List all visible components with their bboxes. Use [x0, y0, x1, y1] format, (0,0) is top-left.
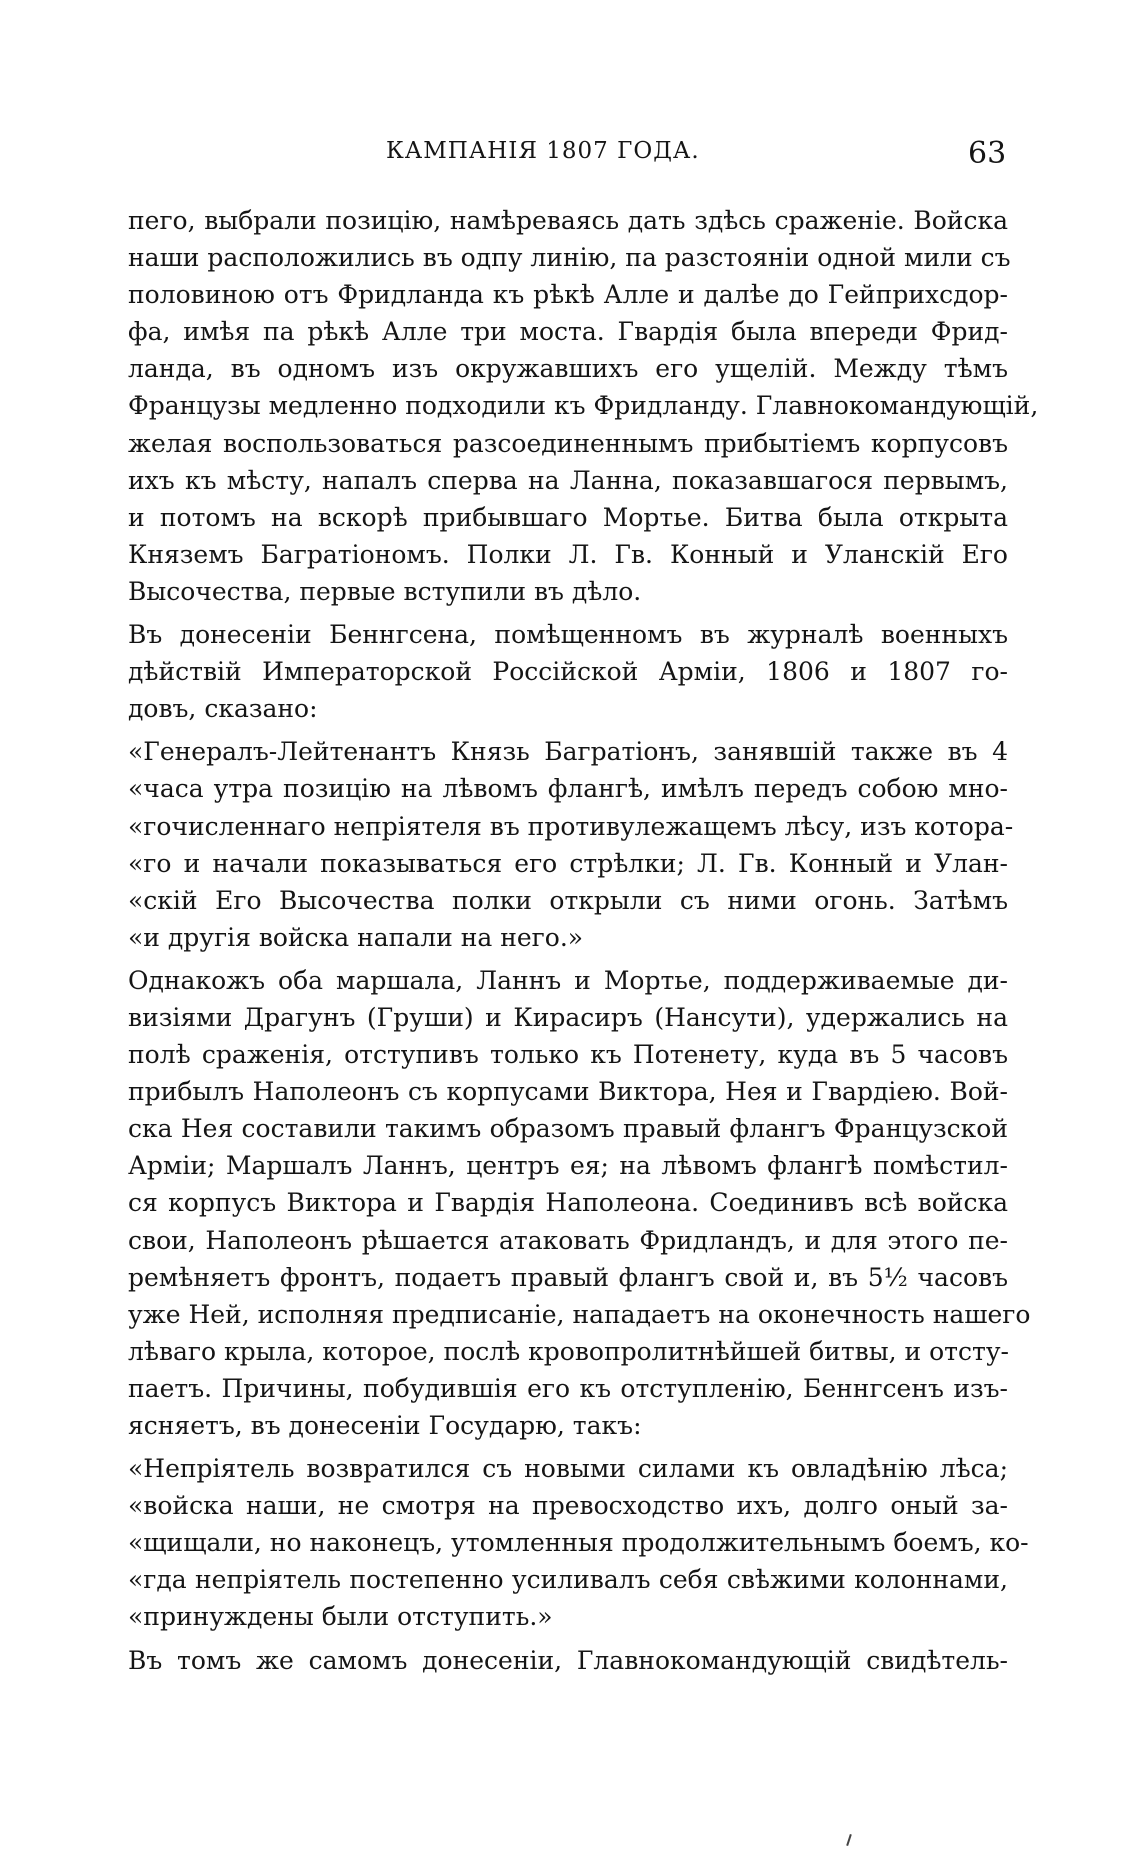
text-line: ясняетъ, въ донесеніи Государю, такъ:: [128, 1411, 642, 1440]
text-line: «гда непріятель постепенно усиливалъ себя свѣжими колоннами,: [128, 1565, 1008, 1595]
text-line: пего, выбрали позицію, намѣреваясь дать здѣсь сраженіе. Войска: [128, 206, 1008, 235]
paragraph: [128, 202, 1039, 610]
text-line: дѣйствій Императорской Россійской Арміи, 1806 и 1807 го-: [128, 657, 1008, 687]
text-line: Высочества, первые вступили въ дѣло.: [128, 576, 642, 606]
text-line: Въ томъ же самомъ донесеніи, Главнокомандующій свидѣтель-: [128, 1645, 1008, 1675]
text-line: довъ, сказано:: [128, 694, 318, 724]
text-line: «го и начали показываться его стрѣлки; Л. Гв. Конный и Улан-: [128, 848, 1008, 878]
text-line: уже Ней, исполняя предписаніе, нападаетъ на оконечность нашего: [128, 1299, 1031, 1329]
text-line: ихъ къ мѣсту, напалъ сперва на Ланна, показавшагося первымъ,: [128, 465, 1008, 495]
text-line: половиною отъ Фридланда къ рѣкѣ Алле и далѣе до Гейприхсдор-: [128, 280, 1008, 310]
text-line: Княземъ Багратіономъ. Полки Л. Гв. Конный и Уланскій Его: [128, 539, 1008, 569]
page-number: 63: [968, 136, 1007, 171]
text-line: прибылъ Наполеонъ съ корпусами Виктора, Нея и Гвардіею. Вой-: [128, 1077, 1008, 1107]
page-mark: [846, 1834, 852, 1846]
text-line: «часа утра позицію на лѣвомъ флангѣ, имѣлъ передъ собою мно-: [128, 774, 1008, 804]
text-line: ся корпусъ Виктора и Гвардія Наполеона. Соединивъ всѣ войска: [128, 1188, 1008, 1218]
text-line: Французы медленно подходили къ Фридланду. Главнокомандующій,: [128, 391, 1039, 421]
block-quote: [128, 1450, 1029, 1635]
text-line: и потомъ на вскорѣ прибывшаго Мортье. Битва была открыта: [128, 502, 1008, 532]
text-line: «гочисленнаго непріятеля въ противулежащемъ лѣсу, изъ котора-: [128, 811, 1014, 841]
running-title: КАМПАНІЯ 1807 ГОДА.: [386, 138, 700, 164]
text-line: лѣваго крыла, которое, послѣ кровопролитнѣйшей битвы, и отсту-: [128, 1336, 1009, 1366]
block-quote: [128, 733, 1014, 956]
paragraph: [128, 1642, 1008, 1679]
text-line: ремѣняетъ фронтъ, подаетъ правый флангъ свой и, въ 5½ часовъ: [128, 1262, 1008, 1292]
text-line: «скій Его Высочества полки открыли съ ними огонь. Затѣмъ: [128, 885, 1008, 915]
text-line: полѣ сраженія, отступивъ только къ Потенету, куда въ 5 часовъ: [128, 1040, 1008, 1070]
paragraph: [128, 962, 1031, 1444]
text-line: ланда, въ одномъ изъ окружавшихъ его ущелій. Между тѣмъ: [128, 354, 1008, 384]
text-line: «Непріятель возвратился съ новыми силами къ овладѣнію лѣса;: [128, 1454, 1008, 1484]
text-line: фа, имѣя па рѣкѣ Алле три моста. Гвардія была впереди Фрид-: [128, 317, 1008, 347]
page-header: [0, 128, 1140, 171]
text-line: свои, Наполеонъ рѣшается атаковать Фридландъ, и для этого пе-: [128, 1225, 1008, 1255]
text-line: «Генералъ-Лейтенантъ Князь Багратіонъ, занявшій также въ 4: [128, 737, 1008, 767]
text-line: наши расположились въ одпу линію, па разстояніи одной мили съ: [128, 243, 1011, 273]
paragraph: [128, 616, 1008, 727]
text-line: паетъ. Причины, побудившія его къ отступленію, Беннгсенъ изъ-: [128, 1373, 1008, 1403]
text-line: «щищали, но наконецъ, утомленныя продолжительнымъ боемъ, ко-: [128, 1528, 1029, 1558]
main-text: [128, 202, 1039, 1679]
text-line: желая воспользоваться разсоединеннымъ прибытіемъ корпусовъ: [128, 428, 1008, 458]
text-line: «войска наши, не смотря на превосходство ихъ, долго оный за-: [128, 1491, 1008, 1521]
text-line: «и другія войска напали на него.»: [128, 922, 584, 952]
text-line: Однакожъ оба маршала, Ланнъ и Мортье, поддерживаемые ди-: [128, 965, 1008, 995]
text-line: «принуждены были отступить.»: [128, 1602, 553, 1632]
text-line: Въ донесеніи Беннгсена, помѣщенномъ въ журналѣ военныхъ: [128, 620, 1008, 650]
text-line: визіями Драгунъ (Груши) и Кирасиръ (Нансути), удержались на: [128, 1002, 1008, 1032]
text-line: Арміи; Маршалъ Ланнъ, центръ ея; на лѣвомъ флангѣ помѣстил-: [128, 1151, 1008, 1181]
text-line: ска Нея составили такимъ образомъ правый флангъ Французской: [128, 1114, 1008, 1144]
